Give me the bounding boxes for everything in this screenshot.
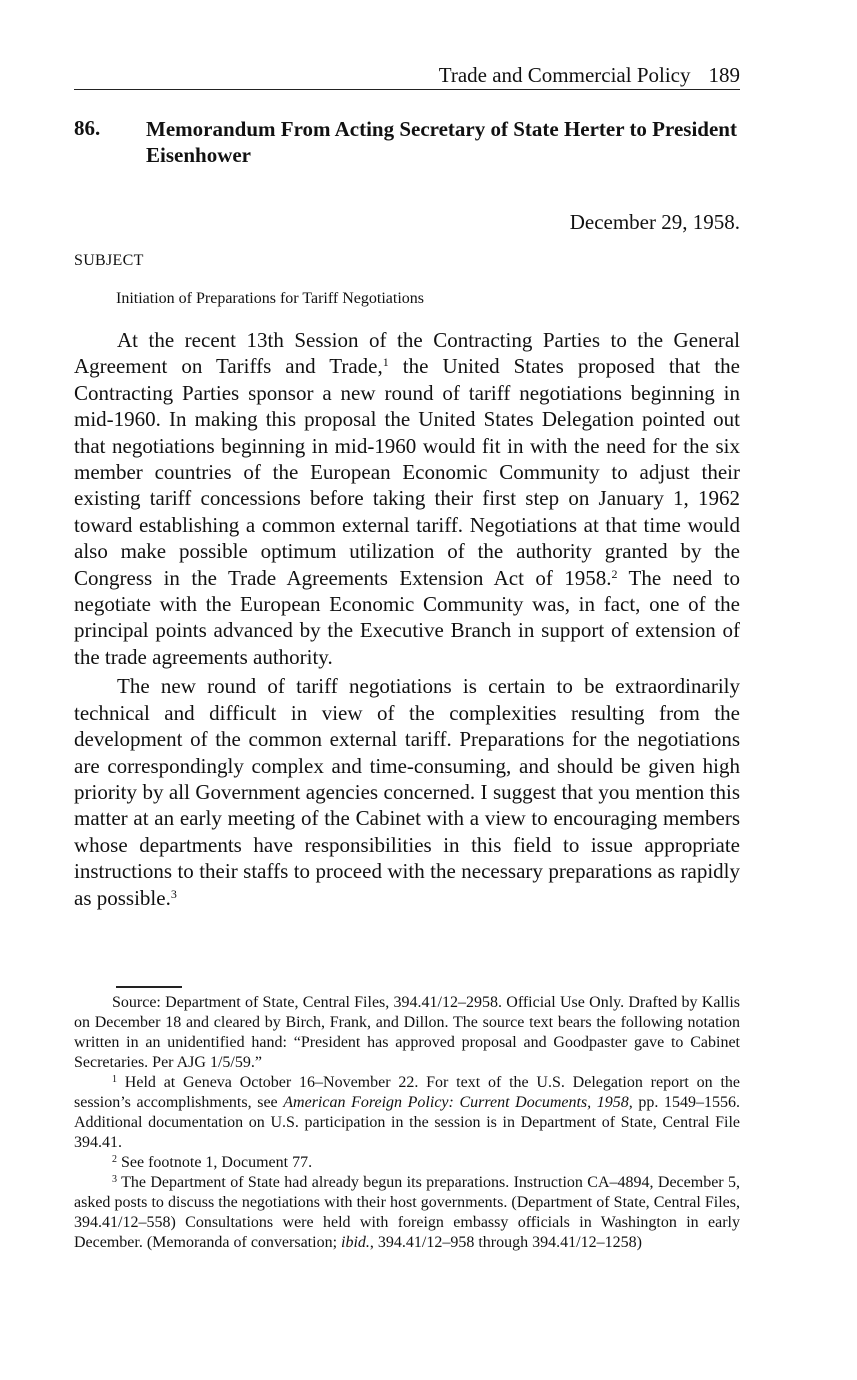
page-number: 189	[708, 63, 740, 87]
running-title: Trade and Commercial Policy	[438, 63, 691, 87]
footnote-ref-3: 3	[170, 886, 177, 901]
memo-body	[74, 327, 740, 914]
subject-label: SUBJECT	[74, 252, 144, 269]
footnotes	[74, 993, 740, 1253]
document-date: December 29, 1958.	[569, 210, 740, 234]
footnote-divider	[116, 986, 182, 988]
paragraph-1: At the recent 13th Session of the Contracting Parties to the General Agreement on Tariffs and Trade,$^1$ the United States proposed that the Contracting Parties sponsor a new round of tariff negotiations beginning in mid-1960. In making this proposal the United States Delegation pointed out that negotiations beginning in mid-1960 would fit in with the need for the six member countries of the European Economic Community to adjust their existing tariff concessions before taking their first step on January 1, 1962 toward establishing a common external tariff. Negotiations at that time would also make possible optimum utilization of the authority granted by the Congress in the Trade Agreements Extension Act of 1958.$^2$ The need to negotiate with the European Economic Community was, in fact, one of the principal points advanced by the Executive Branch in support of extension of the trade agreements authority.	[74, 328, 741, 669]
footnote-1: $^1$ Held at Geneva October 16–November 22. For text of the U.S. Delegation report on the session’s accomplishments, see American Foreign Policy: Current Documents, 1958, pp. 1549–1556. Additional documentation on U.S. participation in the session is in Department of State, Central File 394.41.	[74, 1074, 740, 1151]
source-note: Source: Department of State, Central Files, 394.41/12–2958. Official Use Only. Drafted by Kallis on December 18 and cleared by Birch, Frank, and Dillon. The source text bears the following notation written in an unidentified hand: “President has approved proposal and Goodpaster gave to Cabinet Secretaries. Per AJG 1/5/59.”	[74, 994, 740, 1071]
document-title: Memorandum From Acting Secretary of State Herter to President Eisenhower	[146, 117, 737, 167]
running-header	[74, 62, 740, 90]
document-number: 86.	[74, 116, 101, 140]
footnote-2: $^2$ See footnote 1, Document 77.	[112, 1154, 313, 1171]
footnote-ref-2: 2	[611, 566, 618, 581]
footnote-ref-1: 1	[382, 355, 389, 370]
subject-text: Initiation of Preparations for Tariff Negotiations	[116, 290, 424, 307]
paragraph-2: The new round of tariff negotiations is certain to be extraordinarily technical and difficult in view of the complexities resulting from the development of the common external tariff. Preparations for the negotiations are correspondingly complex and time-consuming, and should be given high priority by all Government agencies concerned. I suggest that you mention this matter at an early meeting of the Cabinet with a view to encouraging members whose departments have responsibilities in this field to issue appropriate instructions to their staffs to proceed with the necessary preparations as rapidly as possible.$^3$	[74, 674, 740, 910]
footnote-3: $^3$ The Department of State had already begun its preparations. Instruction CA–4894, December 5, asked posts to discuss the negotiations with their host governments. (Department of State, Central Files, 394.41/12–558) Consultations were held with foreign embassy officials in Washington in early December. (Memoranda of conversation; ibid., 394.41/12–958 through 394.41/12–1258)	[74, 1174, 740, 1251]
